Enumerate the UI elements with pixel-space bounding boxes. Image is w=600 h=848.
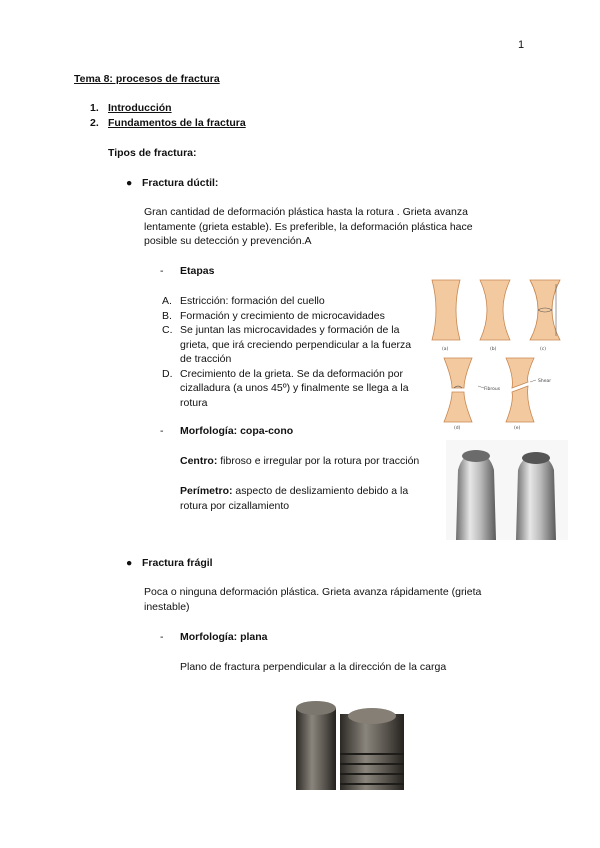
list-marker: D. bbox=[162, 367, 173, 380]
bullet-icon: ● bbox=[126, 177, 133, 189]
morf-plana-text: Plano de fractura perpendicular a la dirección de la carga bbox=[180, 661, 447, 673]
perimetro-desc: aspecto de deslizamiento debido a la rotura por cizallamiento bbox=[180, 485, 409, 512]
list-item bbox=[162, 309, 420, 324]
list-marker: C. bbox=[162, 324, 173, 336]
threaded-face bbox=[348, 708, 396, 724]
cone-specimen bbox=[516, 454, 556, 540]
morf-copa-heading: Morfología: copa-cono bbox=[180, 425, 294, 437]
list-item-text: Crecimiento de la grieta. Se da deformación por cizalladura (a unos 45º) y finalmente se llega a la rotura bbox=[180, 367, 409, 409]
page-number: 1 bbox=[518, 39, 525, 51]
list-item-text: Estricción: formación del cuello bbox=[180, 295, 325, 307]
cone-face bbox=[522, 452, 550, 464]
morf-plana-heading-row bbox=[160, 630, 268, 645]
fig-label-e: (e) bbox=[514, 426, 521, 430]
fig-label-fibrous: Fibrous bbox=[484, 387, 501, 392]
specimen-c bbox=[530, 280, 560, 340]
morf-copa-heading-row bbox=[160, 424, 293, 439]
specimen-d-bottom bbox=[444, 392, 472, 422]
specimen-a bbox=[432, 280, 460, 340]
list-marker: B. bbox=[162, 309, 172, 322]
list-item bbox=[162, 294, 420, 309]
cup-specimen bbox=[456, 452, 496, 540]
section-number: 1. bbox=[90, 102, 99, 114]
fig-label-c: (c) bbox=[540, 347, 546, 352]
fig-label-shear: Shear bbox=[538, 379, 552, 384]
morf-plana-heading: Morfología: plana bbox=[180, 631, 268, 643]
section-item-introduccion bbox=[90, 101, 172, 116]
centro-desc: fibroso e irregular por la rotura por tracción bbox=[217, 455, 420, 467]
list-marker: A. bbox=[162, 295, 172, 307]
dash-bullet: - bbox=[160, 265, 164, 277]
ductil-heading-row bbox=[126, 176, 218, 191]
centro-text bbox=[180, 454, 438, 469]
fragil-paragraph: Poca o ninguna deformación plástica. Grieta avanza rápidamente (grieta inestable) bbox=[144, 586, 482, 613]
specimen-b bbox=[480, 280, 510, 340]
fig-label-d: (d) bbox=[454, 426, 461, 430]
dash-bullet: - bbox=[160, 425, 164, 437]
etapas-heading: Etapas bbox=[180, 265, 215, 277]
ductil-paragraph: Gran cantidad de deformación plástica hasta la rotura . Grieta avanza lentamente (grieta estable). Es preferible, la deformación plástica hace posible su detección y prevención.A bbox=[144, 206, 473, 247]
document-title: Tema 8: procesos de fractura bbox=[74, 73, 220, 85]
list-item bbox=[162, 323, 420, 367]
specimen-e-bottom bbox=[506, 386, 534, 422]
fig-label-a: (a) bbox=[442, 347, 449, 352]
list-item-text: Se juntan las microcavidades y formación de la grieta, que irá creciendo perpendicular a la fuerza de tracción bbox=[180, 324, 412, 365]
ductil-heading: Fractura dúctil: bbox=[142, 177, 219, 189]
list-item-text: Formación y crecimiento de microcavidades bbox=[180, 309, 385, 322]
specimen-d-top bbox=[444, 358, 472, 388]
etapas-heading-row bbox=[160, 264, 214, 279]
fig-label-b: (b) bbox=[490, 347, 497, 352]
etapas-list bbox=[162, 294, 420, 410]
tipos-heading: Tipos de fractura: bbox=[108, 147, 197, 159]
centro-label: Centro: bbox=[180, 455, 218, 467]
cup-cone-photo bbox=[446, 440, 568, 540]
plain-specimen bbox=[296, 708, 336, 790]
list-item bbox=[162, 367, 420, 411]
section-label: Introducción bbox=[108, 102, 172, 114]
perimetro-text bbox=[180, 484, 430, 513]
section-number: 2. bbox=[90, 117, 99, 129]
plain-face bbox=[296, 701, 336, 715]
section-label: Fundamentos de la fractura bbox=[108, 117, 246, 129]
specimen-e-top bbox=[506, 358, 534, 388]
threaded-specimen bbox=[340, 714, 404, 790]
ductile-stages-figure bbox=[426, 278, 568, 430]
brittle-fracture-photo bbox=[288, 694, 412, 790]
dash-bullet: - bbox=[160, 631, 164, 643]
perimetro-label: Perímetro: bbox=[180, 485, 233, 497]
fragil-heading: Fractura frágil bbox=[142, 557, 213, 569]
fragil-heading-row bbox=[126, 556, 213, 571]
bullet-icon: ● bbox=[126, 557, 133, 569]
section-item-fundamentos bbox=[90, 116, 246, 131]
cup-face bbox=[462, 450, 490, 462]
